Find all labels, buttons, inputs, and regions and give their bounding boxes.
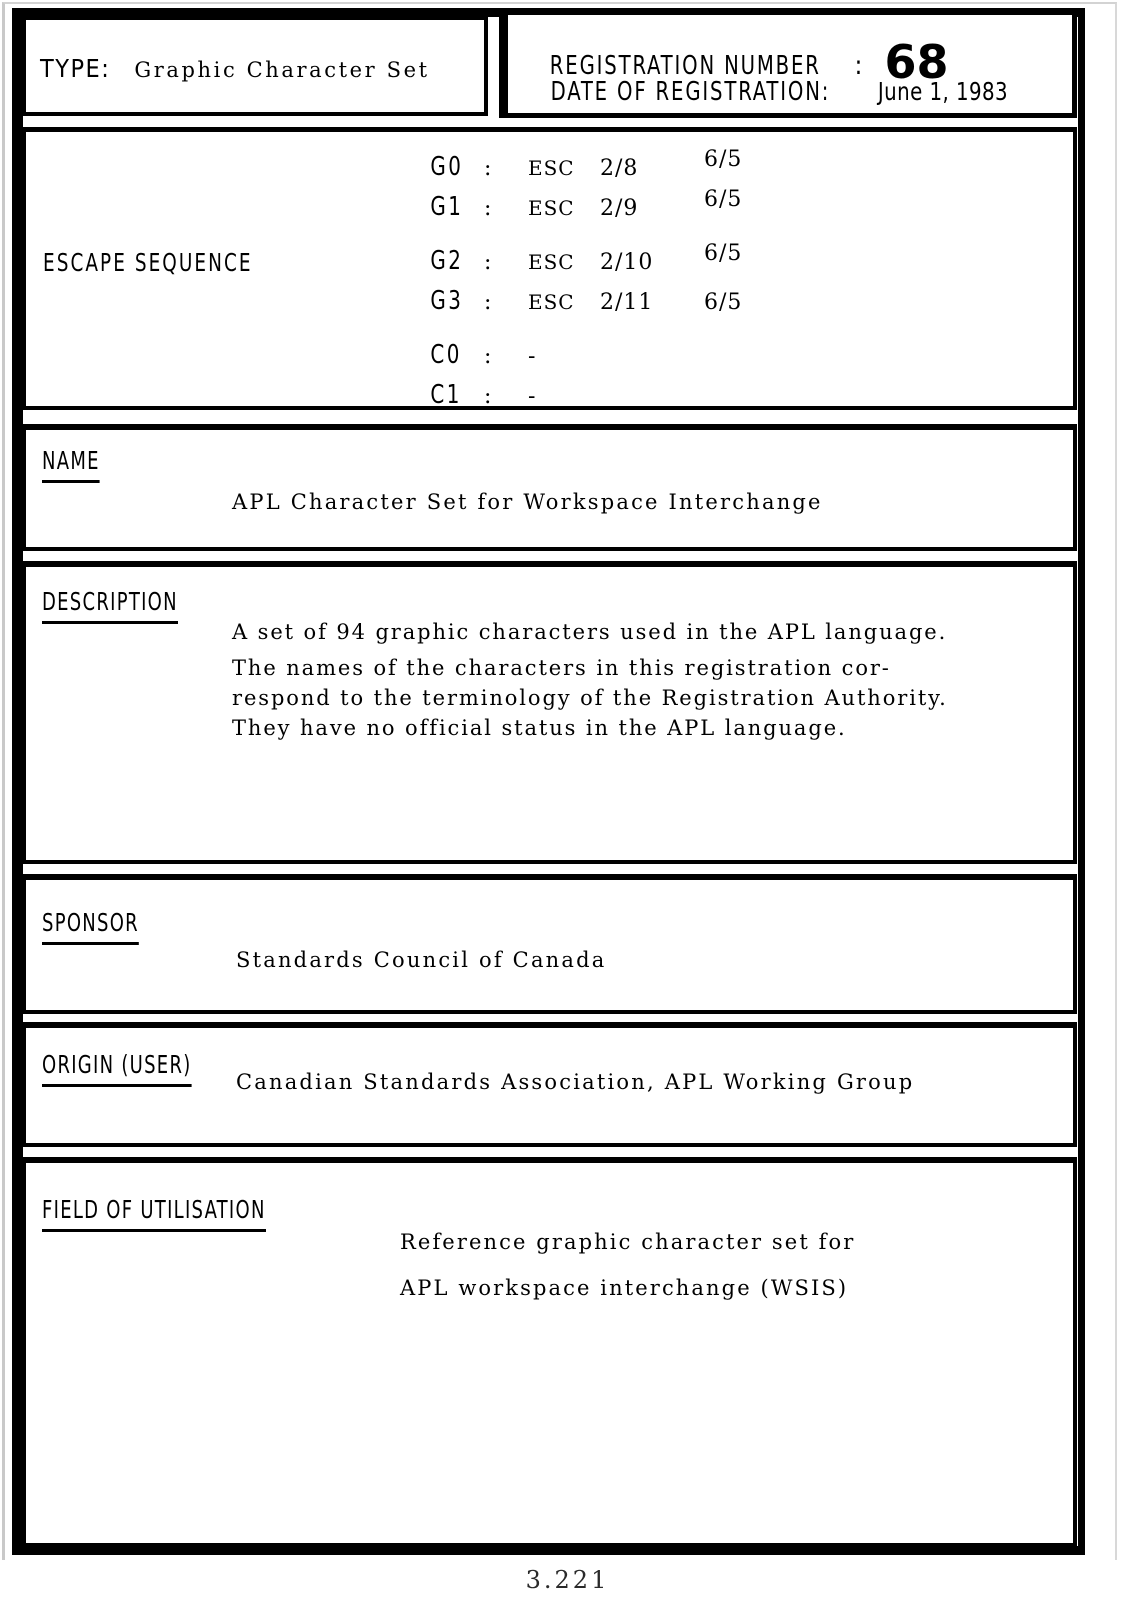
escape-sequence-table (426, 147, 743, 420)
description-line: A set of 94 graphic characters used in the APL language. (232, 620, 948, 644)
escape-sequence-row (426, 286, 742, 326)
escape-set-label: C0 (430, 340, 462, 370)
escape-sequence-section (22, 127, 1077, 410)
page-number: 3.221 (525, 1566, 610, 1594)
escape-final-byte: 6/5 (704, 241, 743, 266)
escape-final-byte: 6/5 (704, 147, 743, 172)
field-of-utilisation-section (22, 1157, 1077, 1547)
escape-sequence-title: ESCAPE SEQUENCE (43, 248, 253, 277)
name-section-label: NAME (42, 446, 100, 483)
type-cell (22, 16, 488, 116)
origin-section-label: ORIGIN (USER) (42, 1050, 192, 1087)
escape-set-label: G2 (430, 246, 464, 276)
name-value: APL Character Set for Workspace Interchange (232, 490, 823, 514)
field-of-utilisation-line: APL workspace interchange (WSIS) (400, 1276, 849, 1300)
registration-date-row (524, 77, 1017, 107)
escape-set-label: G1 (430, 192, 464, 222)
registration-number-colon: : (854, 51, 863, 81)
escape-colon: : (484, 290, 492, 315)
description-line: respond to the terminology of the Registration Authority. (232, 686, 948, 710)
description-body (232, 617, 948, 743)
field-of-utilisation-body (400, 1219, 855, 1311)
escape-sequence-row (426, 187, 743, 232)
escape-final-byte: - (528, 384, 536, 409)
sponsor-section (22, 874, 1077, 1014)
registration-date-value: June 1, 1983 (877, 77, 1008, 106)
escape-esc-token: ESC (528, 196, 575, 220)
type-value: Graphic Character Set (134, 58, 430, 82)
registration-cell (499, 10, 1077, 118)
origin-value: Canadian Standards Association, APL Working Group (236, 1070, 915, 1094)
escape-sequence-row (426, 241, 743, 286)
registration-number-value: 68 (884, 35, 949, 89)
registration-number-label: REGISTRATION NUMBER (549, 51, 821, 81)
escape-colon: : (484, 156, 492, 181)
escape-final-byte: 6/5 (704, 187, 743, 212)
type-label: TYPE: (40, 54, 111, 83)
escape-intermediate-code: 2/10 (600, 250, 654, 275)
escape-esc-token: ESC (528, 156, 575, 180)
escape-colon: : (484, 344, 492, 369)
escape-set-label: G3 (430, 286, 464, 316)
description-line: They have no official status in the APL language. (232, 716, 847, 740)
description-section (22, 561, 1077, 864)
escape-sequence-row (426, 380, 742, 420)
escape-intermediate-code: 2/8 (600, 156, 639, 181)
escape-set-label: G0 (430, 152, 464, 182)
type-line (40, 54, 430, 83)
name-section (22, 424, 1077, 551)
sponsor-value: Standards Council of Canada (236, 948, 607, 972)
escape-final-byte: - (528, 344, 536, 369)
escape-intermediate-code: 2/11 (600, 290, 654, 315)
field-of-utilisation-line: Reference graphic character set for (400, 1230, 856, 1254)
escape-colon: : (484, 250, 492, 275)
escape-set-label: C1 (430, 380, 462, 410)
escape-colon: : (484, 196, 492, 221)
escape-esc-token: ESC (528, 250, 575, 274)
escape-sequence-row (426, 147, 743, 192)
description-line: The names of the characters in this registration cor- (232, 656, 891, 680)
escape-colon: : (484, 384, 492, 409)
origin-section (22, 1022, 1077, 1147)
description-section-label: DESCRIPTION (42, 587, 178, 624)
registration-date-label: DATE OF REGISTRATION: (550, 77, 831, 107)
field-of-utilisation-section-label: FIELD OF UTILISATION (42, 1195, 266, 1232)
escape-esc-token: ESC (528, 290, 575, 314)
sponsor-section-label: SPONSOR (42, 908, 139, 945)
escape-intermediate-code: 2/9 (600, 196, 639, 221)
escape-final-byte: 6/5 (704, 290, 743, 315)
escape-sequence-row (426, 340, 742, 380)
